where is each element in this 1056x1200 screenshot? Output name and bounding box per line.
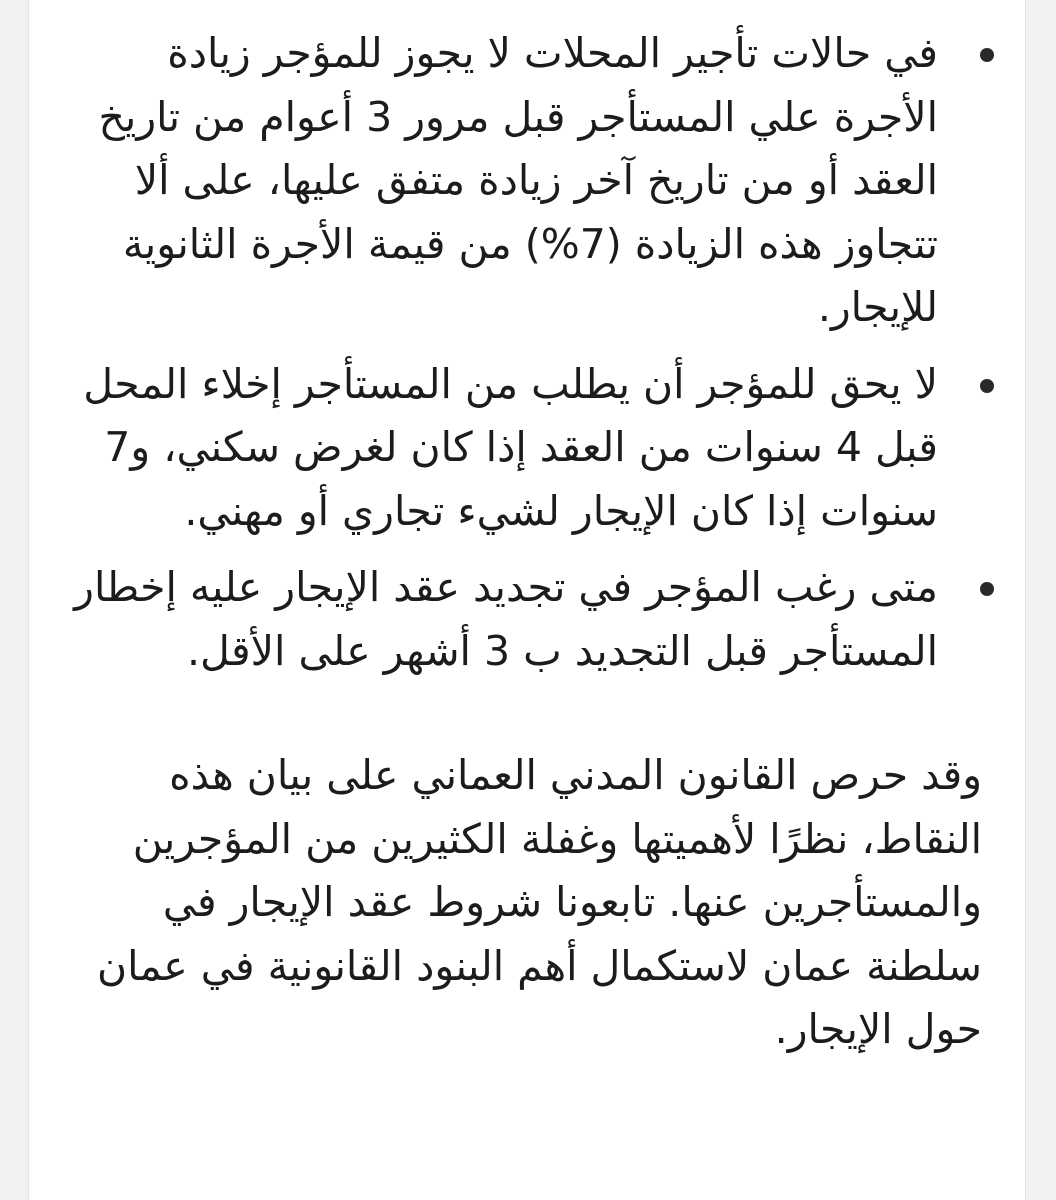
bullet-icon [980, 582, 994, 596]
page-right-margin [1025, 0, 1056, 1200]
bullet-text: متى رغب المؤجر في تجديد عقد الإيجار عليه إخطار المستأجر قبل التجديد ب 3 أشهر على الأقل. [74, 563, 938, 675]
list-item [60, 556, 1008, 683]
bullet-list [60, 22, 1008, 683]
bullet-icon [980, 48, 994, 62]
page-left-margin [0, 0, 29, 1200]
list-item [60, 22, 1008, 340]
closing-paragraph: وقد حرص القانون المدني العماني على بيان هذه النقاط، نظرًا لأهميتها وغفلة الكثيرين من المؤجرين والمستأجرين عنها. تابعونا شروط عقد الإيجار في سلطنة عمان لاستكمال أهم البنود القانونية في عمان حول الإيجار. [96, 751, 982, 1053]
article-body [60, 22, 1008, 1062]
bullet-text: لا يحق للمؤجر أن يطلب من المستأجر إخلاء المحل قبل 4 سنوات من العقد إذا كان لغرض سكني، و7 سنوات إذا كان الإيجار لشيء تجاري أو مهني. [83, 359, 938, 535]
bullet-icon [980, 379, 994, 393]
bullet-text: في حالات تأجير المحلات لا يجوز للمؤجر زيادة الأجرة علي المستأجر قبل مرور 3 أعوام من تاريخ العقد أو من تاريخ آخر زيادة متفق عليها، على ألا تتجاوز هذه الزيادة (7%) من قيمة الأجرة الثانوية للإيجار. [98, 29, 938, 331]
list-item [60, 353, 1008, 544]
